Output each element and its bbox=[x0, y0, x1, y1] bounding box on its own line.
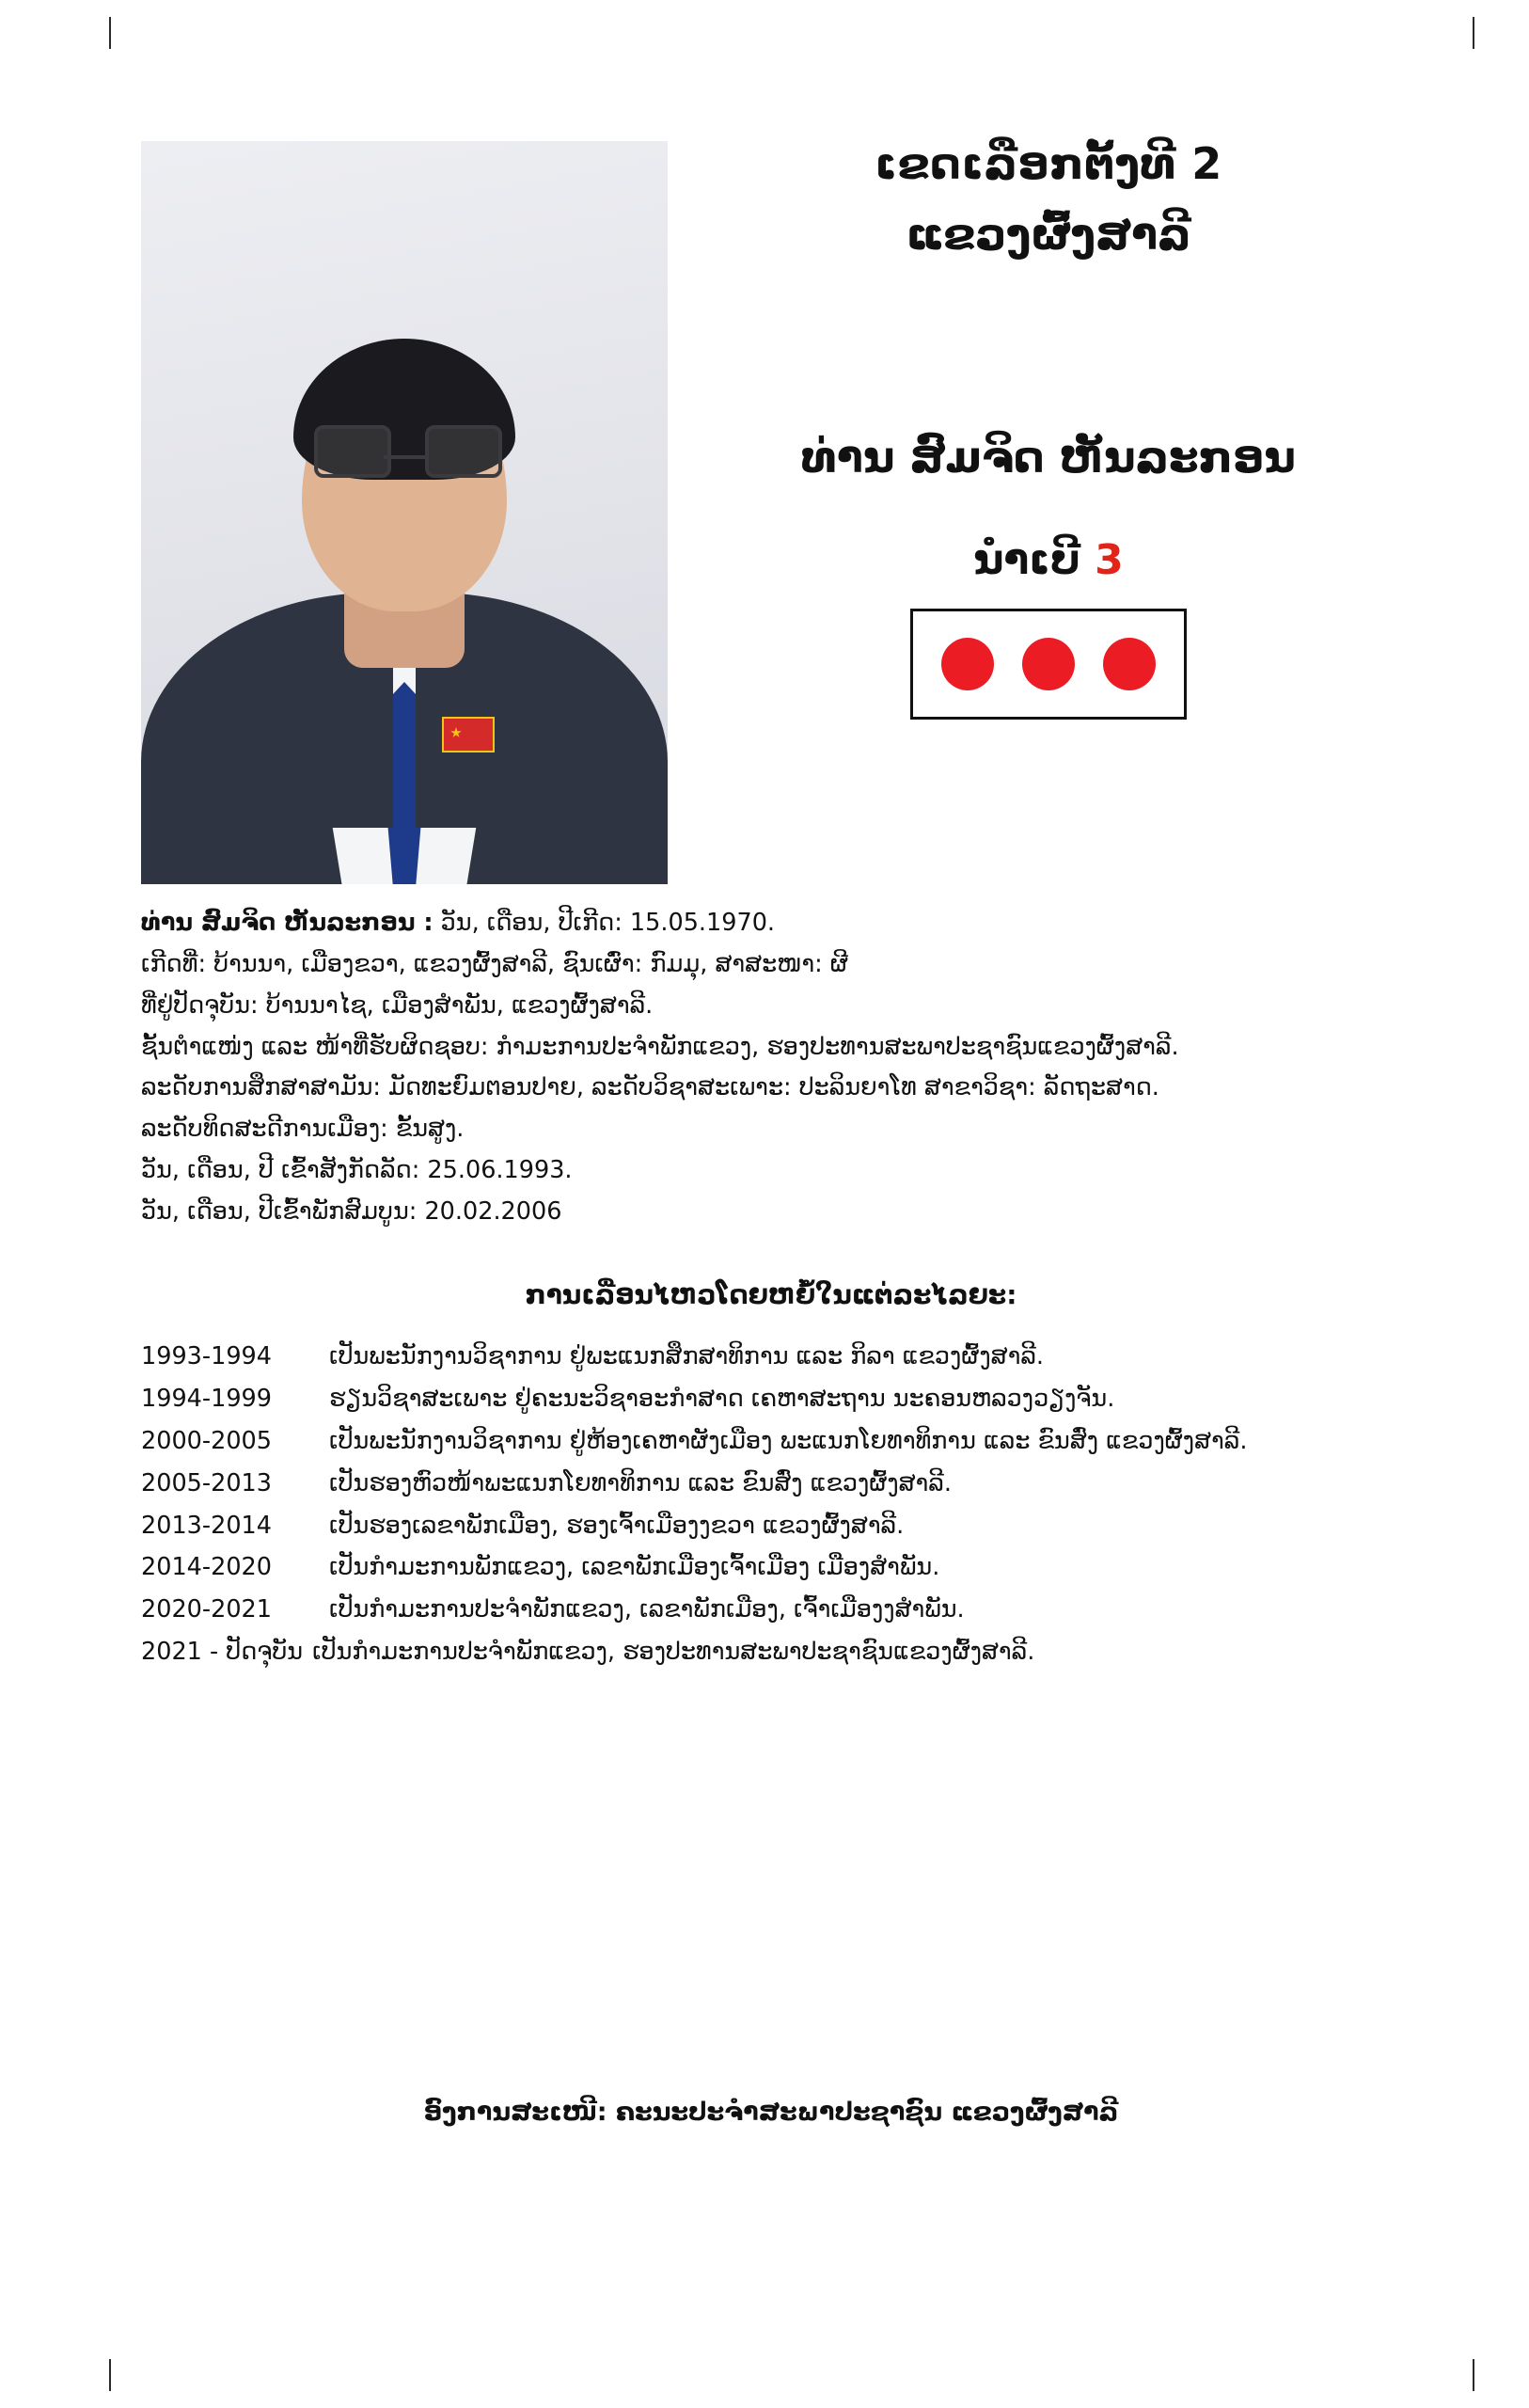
ballot-dot bbox=[941, 638, 994, 690]
biography-line bbox=[141, 1150, 1401, 1192]
biography-line-text: ລະດັບທິດສະດີການເມືອງ: ຂັ້ນສູງ. bbox=[141, 1115, 465, 1144]
biography-line-text: ວັນ, ເດືອນ, ປີເກີດ: 15.05.1970. bbox=[433, 909, 776, 937]
timeline-description: ເປັນພະນັກງານວິຊາການ ຢູ່ຫ້ອງເຄຫາຜັງເມືອງ ພະແນກໂຍທາທິການ ແລະ ຂົນສົ່ງ ແຂວງຜົ້ງສາລີ. bbox=[329, 1426, 1248, 1455]
timeline-row bbox=[141, 1336, 1420, 1378]
crop-mark-bottom-right-vertical bbox=[1473, 2359, 1474, 2391]
biography-line-text: ຊັ້ນຕໍາແໜ່ງ ແລະ ໜ້າທີ່ຮັບຜິດຊອບ: ກໍາມະການປະຈໍາພັກແຂວງ, ຮອງປະທານສະພາປະຊາຊົນແຂວງຜົ້ງສາລີ. bbox=[141, 1032, 1179, 1061]
biography-line bbox=[141, 986, 1401, 1027]
timeline-description: ເປັນກໍາມະການປະຈໍາພັກແຂວງ, ເລຂາພັກເມືອງ, ເຈົ້າເມືອງງສໍາພັນ. bbox=[329, 1595, 965, 1624]
biography-line bbox=[141, 1027, 1401, 1069]
header-text-block bbox=[705, 132, 1392, 720]
career-timeline bbox=[141, 1336, 1420, 1673]
profile-header bbox=[141, 132, 1392, 903]
ballot-dots-box bbox=[910, 609, 1187, 720]
biography-line-text: ວັນ, ເດືອນ, ປີ ເຂົ້າສັງກັດລັດ: 25.06.1993. bbox=[141, 1156, 573, 1185]
timeline-year: 1994-1999 bbox=[141, 1384, 272, 1413]
timeline-year: 2021 - ປັດຈຸບັນ bbox=[141, 1638, 304, 1667]
timeline-row bbox=[141, 1378, 1420, 1420]
biography-line bbox=[141, 1109, 1401, 1150]
timeline-description: ເປັນຮອງເລຂາພັກເມືອງ, ຮອງເຈົ້າເມືອງງຂວາ ແຂວງຜົ້ງສາລີ. bbox=[329, 1511, 905, 1540]
timeline-year: 2000-2005 bbox=[141, 1426, 272, 1455]
biography-line-text: ລະດັບການສຶກສາສາມັນ: ມັດທະຍົມຕອນປາຍ, ລະດັບວິຊາສະເພາະ: ປະລິນຍາໂທ ສາຂາວິຊາ: ລັດຖະສາດ. bbox=[141, 1073, 1159, 1102]
timeline-year: 2005-2013 bbox=[141, 1468, 272, 1497]
crop-mark-top-right-vertical bbox=[1473, 17, 1474, 49]
biography-line-text: ທີ່ຢູ່ປັດຈຸບັນ: ບ້ານນາໄຊ, ເມືອງສໍາພັນ, ແຂວງຜົ້ງສາລີ. bbox=[141, 990, 654, 1020]
timeline-row bbox=[141, 1546, 1420, 1589]
timeline-description: ເປັນຮອງຫົວໜ້າພະແນກໂຍທາທິການ ແລະ ຂົນສົ່ງ ແຂວງຜົ້ງສາລີ. bbox=[329, 1468, 952, 1497]
candidate-name: ທ່ານ ສົມຈິດ ຫັນລະກອນ bbox=[801, 432, 1296, 483]
nominating-organization: ອົງການສະເໜີ: ຄະນະປະຈໍາສະພາປະຊາຊົນ ແຂວງຜົ້ງສາລີ bbox=[423, 2098, 1119, 2127]
candidate-portrait bbox=[141, 141, 668, 884]
biography-line-text: ເກີດທີ່: ບ້ານນາ, ເມືອງຂວາ, ແຂວງຜົ້ງສາລີ, ຊົນເຜົ່າ: ກົມມຸ, ສາສະໜາ: ຜີ bbox=[141, 949, 848, 978]
ballot-number-line bbox=[705, 536, 1392, 584]
glasses-lens-left-icon bbox=[314, 425, 391, 478]
biography-line bbox=[141, 1068, 1401, 1109]
ballot-number-value: 3 bbox=[1095, 536, 1124, 585]
ballot-dot bbox=[1103, 638, 1156, 690]
glasses-bridge-icon bbox=[384, 455, 425, 459]
biography-line bbox=[141, 944, 1401, 986]
biography-line bbox=[141, 903, 1401, 944]
electoral-district-label: ເຂດເລືອກຕັ້ງທີ 2 bbox=[875, 138, 1222, 189]
electoral-district-title bbox=[705, 132, 1392, 197]
timeline-row bbox=[141, 1420, 1420, 1463]
career-section-title: ການເລື່ອນໄຫວໂດຍຫຍໍ້ໃນແຕ່ລະໄລຍະ: bbox=[525, 1279, 1017, 1310]
timeline-description: ຮຽນວິຊາສະເພາະ ຢູ່ຄະນະວິຊາອະກໍາສາດ ເຄຫາສະຖານ ນະຄອນຫລວງວຽງຈັນ. bbox=[329, 1384, 1115, 1413]
timeline-row bbox=[141, 1589, 1420, 1631]
ballot-number-label: ນໍາເບີ bbox=[973, 536, 1080, 585]
timeline-row bbox=[141, 1631, 1420, 1673]
timeline-row bbox=[141, 1505, 1420, 1547]
biography-line bbox=[141, 1192, 1401, 1233]
timeline-year: 1993-1994 bbox=[141, 1342, 272, 1370]
crop-mark-top-left-vertical bbox=[109, 17, 111, 49]
timeline-year: 2020-2021 bbox=[141, 1595, 272, 1624]
timeline-year: 2014-2020 bbox=[141, 1553, 272, 1582]
flag-lapel-pin-icon bbox=[442, 717, 495, 752]
glasses-lens-right-icon bbox=[425, 425, 502, 478]
crop-mark-bottom-left-vertical bbox=[109, 2359, 111, 2391]
biography-line-label: ທ່ານ ສົມຈິດ ຫັນລະກອນ : bbox=[141, 909, 433, 937]
biography-block bbox=[141, 903, 1401, 1233]
timeline-description: ເປັນກໍາມະການພັກແຂວງ, ເລຂາພັກເມືອງເຈົ້າເມືອງ ເມືອງສໍາພັນ. bbox=[329, 1553, 940, 1582]
ballot-dot bbox=[1022, 638, 1075, 690]
timeline-description: ເປັນກໍາມະການປະຈໍາພັກແຂວງ, ຮອງປະທານສະພາປະຊາຊົນແຂວງຜົ້ງສາລີ. bbox=[312, 1638, 1035, 1667]
timeline-row bbox=[141, 1463, 1420, 1505]
province-title: ແຂວງຜົ້ງສາລີ bbox=[906, 209, 1191, 260]
timeline-description: ເປັນພະນັກງານວິຊາການ ຢູ່ພະແນກສຶກສາທິການ ແລະ ກິລາ ແຂວງຜົ້ງສາລີ. bbox=[329, 1342, 1044, 1370]
timeline-year: 2013-2014 bbox=[141, 1511, 272, 1540]
biography-line-text: ວັນ, ເດືອນ, ປີເຂົ້າພັກສົມບູນ: 20.02.2006 bbox=[141, 1197, 562, 1227]
